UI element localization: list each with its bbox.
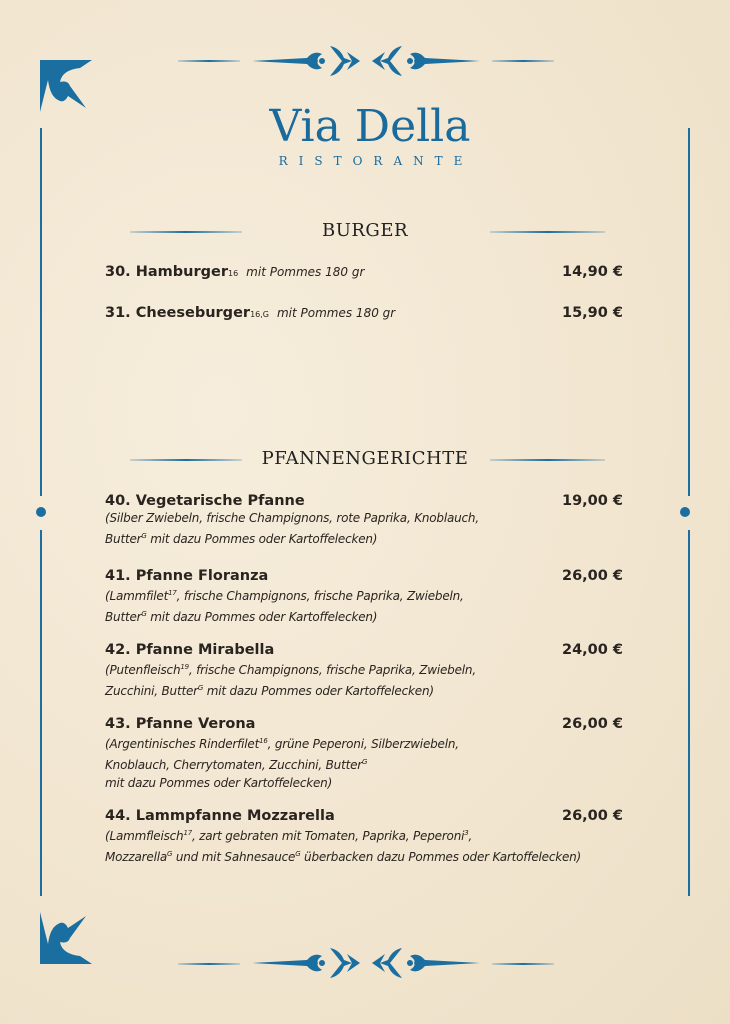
right-border	[688, 530, 690, 896]
menu-item	[105, 305, 623, 321]
item-price: 19,00 €	[561, 493, 623, 509]
left-border	[40, 128, 42, 496]
allergen-code: 19	[180, 663, 189, 671]
menu-item	[105, 808, 623, 866]
menu-item	[105, 568, 623, 626]
left-border-dot	[36, 507, 46, 517]
brand-name: Via Della	[269, 101, 471, 152]
ornament-line	[178, 963, 240, 965]
description-line	[105, 679, 623, 700]
allergen-code: 17	[168, 589, 177, 597]
item-description	[105, 732, 623, 792]
item-price: 26,00 €	[561, 568, 623, 584]
menu-item-header	[105, 716, 623, 732]
item-name: 40. Vegetarische Pfanne	[105, 493, 305, 509]
corner-ornament-icon	[40, 912, 92, 964]
allergen-code: G	[295, 850, 301, 858]
menu-item-header	[105, 642, 623, 658]
allergen-code: G	[141, 610, 147, 618]
ornament-line	[492, 963, 554, 965]
corner-ornament-icon	[40, 60, 92, 112]
description-line	[105, 774, 623, 792]
item-price: 26,00 €	[561, 716, 623, 732]
menu-item	[105, 264, 623, 280]
ornament-line	[178, 60, 240, 62]
item-name: 44. Lammpfanne Mozzarella	[105, 808, 335, 824]
allergen-code: G	[362, 758, 368, 766]
section-heading-burger: BURGER	[321, 220, 409, 241]
description-line	[105, 824, 623, 845]
item-note: mit Pommes 180 gr	[276, 306, 396, 320]
item-description	[105, 509, 623, 548]
menu-item	[105, 642, 623, 700]
description-text: überbacken dazu Pommes oder Kartoffelecken)	[300, 850, 582, 864]
description-text: (Lammfilet	[105, 589, 169, 603]
menu-item	[105, 493, 623, 548]
allergen-code: 16	[259, 737, 268, 745]
flourish-ornament-icon	[252, 940, 480, 986]
item-price: 14,90 €	[561, 264, 623, 280]
item-price: 15,90 €	[561, 305, 623, 321]
description-line	[105, 845, 623, 866]
description-line	[105, 509, 623, 527]
section-heading-pfannengerichte: PFANNENGERICHTE	[261, 448, 469, 469]
item-allergen-codes: 16,G	[250, 310, 269, 319]
description-text: mit dazu Pommes oder Kartoffelecken)	[105, 776, 333, 790]
description-line	[105, 605, 623, 626]
item-description	[105, 658, 623, 700]
item-price: 26,00 €	[561, 808, 623, 824]
item-name: 43. Pfanne Verona	[105, 716, 256, 732]
description-text: Zucchini, Butter	[105, 684, 198, 698]
description-text: (Silber Zwiebeln, frische Champignons, rote Paprika, Knoblauch,	[105, 511, 479, 525]
item-name: 30. Hamburger	[105, 264, 228, 280]
description-text: mit dazu Pommes oder Kartoffelecken)	[146, 610, 378, 624]
description-line	[105, 584, 623, 605]
right-border-dot	[680, 507, 690, 517]
description-text: , zart gebraten mit Tomaten, Paprika, Peperoni	[191, 829, 465, 843]
menu-item-header	[105, 568, 623, 584]
menu-item-header	[105, 493, 623, 509]
item-name: 42. Pfanne Mirabella	[105, 642, 275, 658]
description-text: (Argentinisches Rinderfilet	[105, 737, 260, 751]
description-text: Butter	[105, 610, 142, 624]
allergen-code: 3	[464, 829, 469, 837]
description-text: ,	[468, 829, 473, 843]
menu-item	[105, 716, 623, 792]
description-text: , frische Champignons, frische Paprika, Zwiebeln,	[176, 589, 464, 603]
allergen-code: G	[197, 684, 204, 692]
item-note: mit Pommes 180 gr	[246, 265, 365, 279]
menu-item-header	[105, 305, 623, 321]
description-text: , grüne Peperoni, Silberzwiebeln,	[267, 737, 459, 751]
item-name: 41. Pfanne Floranza	[105, 568, 269, 584]
description-line	[105, 527, 623, 548]
menu-item-header	[105, 264, 623, 280]
restaurant-logo	[250, 100, 490, 168]
description-text: und mit Sahnesauce	[172, 850, 296, 864]
description-text: Knoblauch, Cherrytomaten, Zucchini, Butter	[105, 758, 363, 772]
item-description	[105, 824, 623, 866]
allergen-code: G	[141, 532, 147, 540]
allergen-code: G	[167, 850, 173, 858]
right-border	[688, 128, 690, 496]
item-name: 31. Cheeseburger	[105, 305, 251, 321]
description-line	[105, 658, 623, 679]
item-allergen-codes: 16	[227, 269, 239, 278]
description-line	[105, 732, 623, 753]
ornament-line	[492, 60, 554, 62]
allergen-code: 17	[183, 829, 192, 837]
description-text: Mozzarella	[105, 850, 167, 864]
description-text: , frische Champignons, frische Paprika, Zwiebeln,	[188, 663, 476, 677]
brand-subtitle: RISTORANTE	[278, 154, 474, 168]
description-text: (Putenfleisch	[105, 663, 181, 677]
item-price: 24,00 €	[561, 642, 623, 658]
item-description	[105, 584, 623, 626]
description-text: mit dazu Pommes oder Kartoffelecken)	[203, 684, 434, 698]
description-text: mit dazu Pommes oder Kartoffelecken)	[146, 532, 378, 546]
description-line	[105, 753, 623, 774]
flourish-ornament-icon	[252, 38, 480, 84]
menu-item-header	[105, 808, 623, 824]
description-text: (Lammfleisch	[105, 829, 184, 843]
left-border	[40, 530, 42, 896]
description-text: Butter	[105, 532, 142, 546]
